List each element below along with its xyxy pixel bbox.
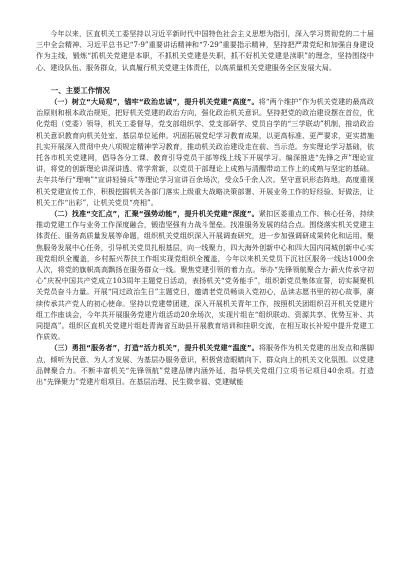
item-1-heading: （一）树立“大局观”，锚牢“政治忠诚”，提升机关党建“高度”。 [50, 97, 259, 107]
item-1-body: 将“两个维护”作为机关党建的最高政治原则和根本政治规矩，把好机关党建的政治方向，强化政治机关意识。坚持把党的政治建设摆在首位，优化党组（党委）领导，机关工委督导，党支部组织学、党支部研学、党员自学的“三学联动”机制，推动政治机关意识教育向机关处室、基层单位延伸。巩固拓展党纪学习教育成果，以更高标准、更严要求，更实措施扎实开展深入贯彻中央八项规定精神学习教育，推动机关政治建设走在前、当示范。夯实理论学习基础，依托各市机关党建网，倡导各分工课、教育引导党员干部等线上线下开展学习。编深推进“先锋之声”理论宣讲，将党的创新理论讲深讲透、常学常新，以党员干部理论上成熟与清醒带动工作上的成熟与坚定的基础。去年共举行“理响”“宣讲轻骑兵”等理论学习宣讲百余场次，受众5千余人次。坚守意识形态阵地，高度重视机关党建宣传工作，积极挖掘机关各部门落实上级重大战略决策部署、开展业务工作的好经验、好做法，让机关工作“出彩”，让机关党员“亮相”。 [36, 97, 374, 207]
item-2-body: 紧扣区委重点工作、核心任务，持续推动党建工作与业务工作深度融合，锻造坚强有力战斗堡垒。找准服务发展的结合点。围绕落实机关党建主体责任、服务高质量发展等命题，组织机关党组织深入开展调查研究，进一步加强调研成果转化和运用。聚焦服务发展中心任务，引导机关党员扎根基层，向一线聚力，四大海外创新中心和四大国内同城创新中心实现党组织全覆盖，乡村振兴帮扶工作组实现党组织全覆盖，今年以来机关党员下沉社区服务一线达1000余人次，将党的旗帜高高飘扬在服务群众一线。聚焦党建引领的着力点。举办“先锋领航聚合力·薪火传承守初心”庆祝中国共产党成立103周年主题党日活动，表扬机关“党务能手”，组织新党员集体宣誓，切实凝聚机关党员奋斗力量。开展“同过政治生日”主题党日，邀请老党员畅谈入党初心，品读志愿书里的初心故事，赓续传承共产党人的初心使命。坚持以党建带团建，深入开展机关青年工作，按照机关团组织召开机关党建片组工作座谈会，今年共开展服务党建片组活动20余场次，实现片组在“组织联动、资源共享、优势互补、共同提高”。组织区直机关党建片组赴青海省互助县开展教育培训和挂职交流，在相互取长补短中提升党建工作质效。 [36, 209, 374, 342]
item-1-paragraph [36, 96, 374, 208]
intro-paragraph: 今年以来，区直机关工委坚持以习近平新时代中国特色社会主义思想为指引，深入学习贯彻党的二十届三中全会精神、习近平总书记“7·9”重要讲话精神和“7·29”重要指示精神，坚持把严肃党纪和加强自身建设作为主线，锻炼“抓机关党建是本职，不抓机关党建是失职，抓不好机关党建是渎职”的理念，坚持围绕中心、建设队伍、服务群众，认真履行机关党建主体责任，以高质量机关党建服务全区发展大局。 [36, 29, 374, 72]
section-title: 一、主要工作情况 [50, 85, 110, 95]
item-2-heading: （二）找准“交汇点”，汇聚“强势动能”，提升机关党建“深度”。 [50, 209, 259, 219]
item-2-paragraph [36, 208, 374, 342]
item-3-body: 将服务作为机关党建的出发点和落脚点，倾听为民意、为人才发展、为基层办服务意识，积极营造眼睛向下、群众向上的机关文化氛围。以党建品牌聚合力。不断丰富机关“先锋领航”党建品牌内涵外延，指导机关党组门立项书记项目40余项。打造出“先锋聚力”党建片组项目。在基层治理、民生微幸福、党建赋能 [36, 343, 374, 387]
spacer [36, 73, 374, 79]
item-3-paragraph [36, 342, 374, 387]
item-3-heading: （三）勇担“服务者”，打造“活力机关”，提升机关党建“温度”。 [50, 343, 259, 353]
